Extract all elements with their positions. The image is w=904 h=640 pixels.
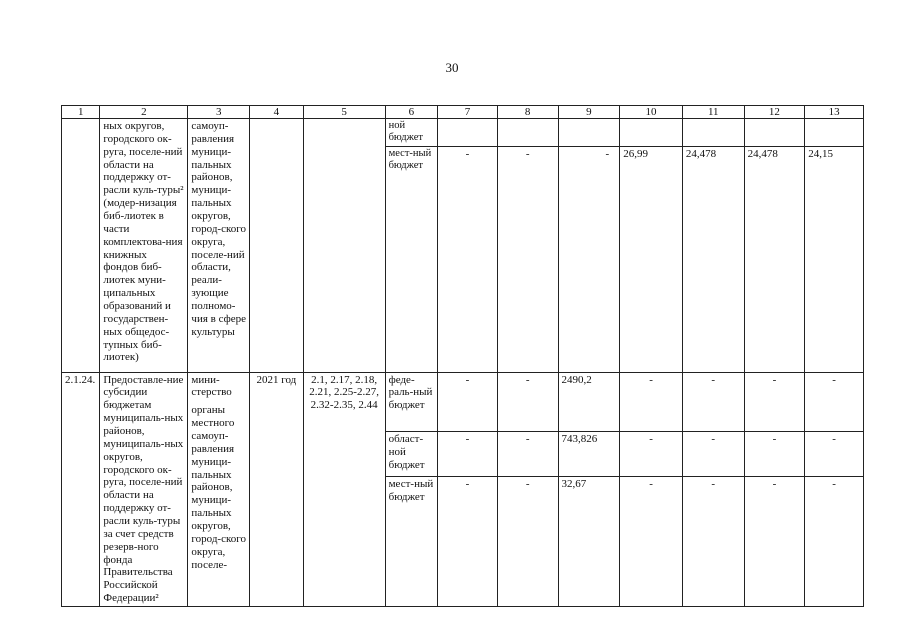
value-cell: [805, 119, 864, 147]
value-cell: -: [620, 476, 683, 606]
value-cell: -: [805, 432, 864, 476]
value-cell: -: [620, 432, 683, 476]
col-header: 4: [250, 106, 304, 119]
value-cell: -: [805, 372, 864, 432]
value-cell: [620, 119, 683, 147]
fund-source: феде-раль-ный бюджет: [385, 372, 438, 432]
value-cell: [438, 119, 498, 147]
value-cell: 24,478: [744, 146, 805, 372]
executor: [188, 372, 250, 606]
event-description: Предоставле-ние субсидии бюджетам муниципаль-ных районов, муниципаль-ных округов, городского ок-руга, поселе-ний области на поддержку от-расли куль-туры за счет средств резерв-ного фонда Правительства Российской Федерации²: [100, 372, 188, 606]
fund-source: област-ной бюджет: [385, 432, 438, 476]
value-cell: -: [744, 372, 805, 432]
value-cell: [744, 119, 805, 147]
value-cell: -: [620, 372, 683, 432]
value-cell: -: [682, 432, 744, 476]
indicator-refs: [303, 119, 385, 373]
value-cell: -: [497, 146, 558, 372]
value-cell: 26,99: [620, 146, 683, 372]
executor: самоуп-равления муници-пальных районов, муници-пальных округов, город-ского округа, поселе-ний области, реали-зующие полномо-чия в сфере культуры: [188, 119, 250, 373]
value-cell: -: [682, 476, 744, 606]
value-cell: -: [497, 476, 558, 606]
value-cell: -: [497, 432, 558, 476]
value-cell: 32,67: [558, 476, 620, 606]
budget-table: [61, 105, 864, 607]
col-header: 10: [620, 106, 683, 119]
executor-local-bodies: органы местного самоуп-равления муници-пальных районов, муници-пальных округов, город-ского округа, поселе-: [191, 404, 246, 571]
col-header: 12: [744, 106, 805, 119]
value-cell: -: [744, 476, 805, 606]
table-row: [62, 372, 864, 432]
col-header: 11: [682, 106, 744, 119]
col-header: 9: [558, 106, 620, 119]
executor-ministry: мини-стерство: [191, 373, 232, 399]
value-cell: -: [438, 432, 498, 476]
fund-source: мест-ный бюджет: [385, 476, 438, 606]
indicator-refs: 2.1, 2.17, 2.18, 2.21, 2.25-2.27, 2.32-2.35, 2.44: [303, 372, 385, 606]
fund-source: ной бюджет: [385, 119, 438, 147]
value-cell: 743,826: [558, 432, 620, 476]
col-header: 8: [497, 106, 558, 119]
page-number: 30: [445, 60, 459, 75]
value-cell: -: [438, 476, 498, 606]
value-cell: 24,478: [682, 146, 744, 372]
column-header-row: [62, 106, 864, 119]
value-cell: -: [497, 372, 558, 432]
value-cell: -: [682, 372, 744, 432]
value-cell: -: [744, 432, 805, 476]
value-cell: 24,15: [805, 146, 864, 372]
value-cell: -: [438, 146, 498, 372]
col-header: 1: [62, 106, 100, 119]
col-header: 13: [805, 106, 864, 119]
col-header: 3: [188, 106, 250, 119]
value-cell: -: [805, 476, 864, 606]
value-cell: [497, 119, 558, 147]
value-cell: -: [438, 372, 498, 432]
period: 2021 год: [250, 372, 304, 606]
value-cell: -: [558, 146, 620, 372]
period: [250, 119, 304, 373]
col-header: 5: [303, 106, 385, 119]
value-cell: [682, 119, 744, 147]
value-cell: 2490,2: [558, 372, 620, 432]
value-cell: [558, 119, 620, 147]
row-number: 2.1.24.: [62, 372, 100, 606]
table-row: [62, 119, 864, 147]
col-header: 2: [100, 106, 188, 119]
col-header: 7: [438, 106, 498, 119]
col-header: 6: [385, 106, 438, 119]
fund-source: мест-ный бюджет: [385, 146, 438, 372]
row-number: [62, 119, 100, 373]
event-description: ных округов, городского ок-руга, поселе-ний области на поддержку от-расли куль-туры² (модер-низация биб-лиотек в части комплектова-ния книжных фондов биб-лиотек муни-ципальных образований и государствен-ных общедос-тупных биб-лиотек): [100, 119, 188, 373]
